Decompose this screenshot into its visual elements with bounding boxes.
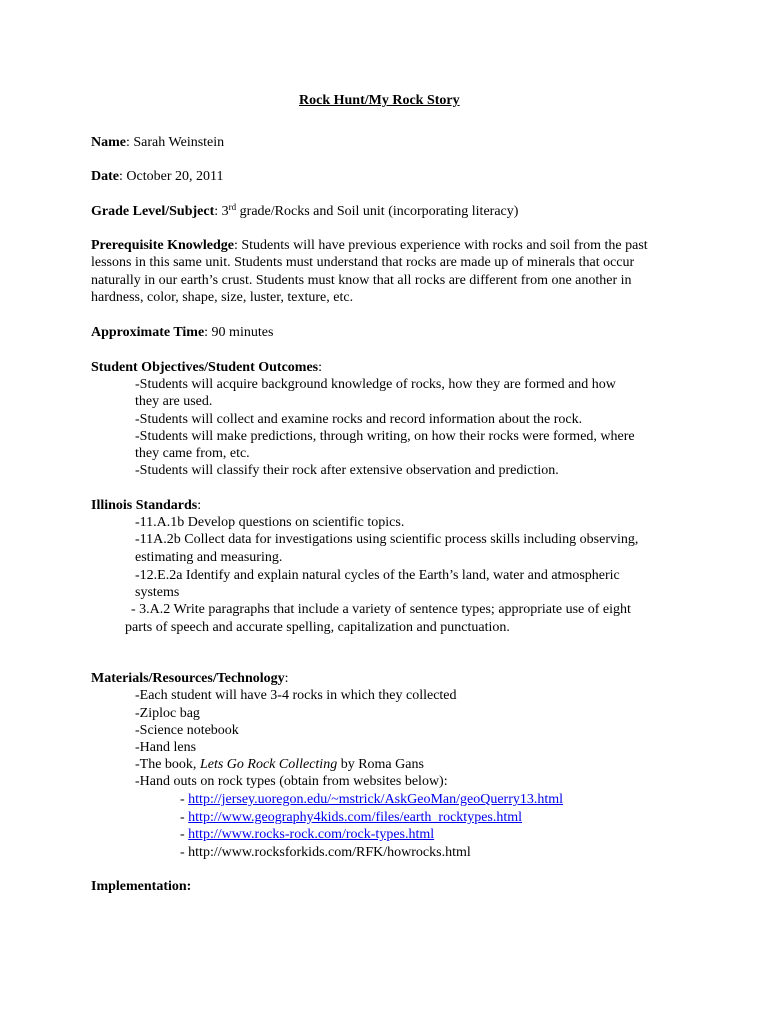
objective-line: -Students will classify their rock after extensive observation and prediction. <box>135 463 559 478</box>
link-geoman[interactable]: http://jersey.uoregon.edu/~mstrick/AskGeoMan/geoQuerry13.html <box>188 792 564 807</box>
objective-line: -Students will collect and examine rocks and record information about the rock. <box>135 412 583 427</box>
link-dash: - <box>180 792 189 807</box>
time-value: : 90 minutes <box>204 325 274 340</box>
standard-line: -11A.2b Collect data for investigations using scientific process skills including observing, <box>135 532 639 547</box>
link-line <box>180 791 563 808</box>
document-title: Rock Hunt/My Rock Story <box>299 93 460 108</box>
material-item-handouts: -Hand outs on rock types (obtain from websites below): <box>135 774 448 789</box>
grade-superscript: rd <box>228 202 237 212</box>
date-value: : October 20, 2011 <box>119 169 224 184</box>
objective-line: they are used. <box>135 394 213 409</box>
material-item: -Ziploc bag <box>135 706 200 721</box>
link-rocks-rock[interactable]: http://www.rocks-rock.com/rock-types.html <box>188 827 435 842</box>
book-pre: -The book, <box>135 757 200 772</box>
standard-line: systems <box>135 585 180 600</box>
material-item: -Hand lens <box>135 740 197 755</box>
standard-line: -12.E.2a Identify and explain natural cycles of the Earth’s land, water and atmospheric <box>135 568 620 583</box>
name-label: Name <box>91 135 126 150</box>
objectives-colon: : <box>318 360 323 375</box>
grade-value-pre: : 3 <box>214 204 229 219</box>
standard-line: estimating and measuring. <box>135 550 283 565</box>
link-line <box>180 809 522 826</box>
objective-line: -Students will acquire background knowledge of rocks, how they are formed and how <box>135 377 616 392</box>
date-line <box>91 168 223 185</box>
standards-colon: : <box>197 498 202 513</box>
materials-heading <box>91 670 289 687</box>
time-label: Approximate Time <box>91 325 205 340</box>
grade-label: Grade Level/Subject <box>91 204 215 219</box>
grade-line <box>91 203 518 220</box>
standards-label: Illinois Standards <box>91 498 198 513</box>
time-line <box>91 324 273 341</box>
standard-line: -11.A.1b Develop questions on scientific topics. <box>135 515 405 530</box>
implementation-heading: Implementation: <box>91 879 192 894</box>
standard-line: - 3.A.2 Write paragraphs that include a variety of sentence types; appropriate use of eight <box>131 602 631 617</box>
book-title: Lets Go Rock Collecting <box>199 757 338 772</box>
name-line <box>91 134 224 151</box>
prereq-text: : Students will have previous experience with rocks and soil from the past lessons in this same unit. Students must understand that rocks are made up of minerals that occur naturally in our earth’s crust. Students must know that all rocks are different from one another in hardness, color, shape, size, luster, texture, etc. <box>91 238 648 306</box>
objectives-label: Student Objectives/Student Outcomes <box>91 360 319 375</box>
material-item: -Each student will have 3-4 rocks in which they collected <box>135 688 457 703</box>
link-dash: - <box>180 810 189 825</box>
date-label: Date <box>91 169 119 184</box>
standard-line: parts of speech and accurate spelling, capitalization and punctuation. <box>125 620 510 635</box>
link-dash: - <box>180 827 189 842</box>
objective-line: -Students will make predictions, through writing, on how their rocks were formed, where <box>135 429 635 444</box>
material-item: -Science notebook <box>135 723 239 738</box>
objective-line: they came from, etc. <box>135 446 250 461</box>
book-post: by Roma Gans <box>337 757 424 772</box>
prereq-label: Prerequisite Knowledge <box>91 238 234 253</box>
grade-value-post: grade/Rocks and Soil unit (incorporating literacy) <box>236 204 519 219</box>
materials-colon: : <box>284 671 289 686</box>
link-line-plain: - http://www.rocksforkids.com/RFK/howrocks.html <box>180 845 471 860</box>
name-value: : Sarah Weinstein <box>126 135 225 150</box>
link-geography4kids[interactable]: http://www.geography4kids.com/files/earth_rocktypes.html <box>188 810 523 825</box>
link-line <box>180 826 434 843</box>
material-item-book <box>135 756 424 773</box>
prerequisite-paragraph <box>91 237 669 307</box>
objectives-heading <box>91 359 322 376</box>
materials-label: Materials/Resources/Technology <box>91 671 285 686</box>
standards-heading <box>91 497 201 514</box>
